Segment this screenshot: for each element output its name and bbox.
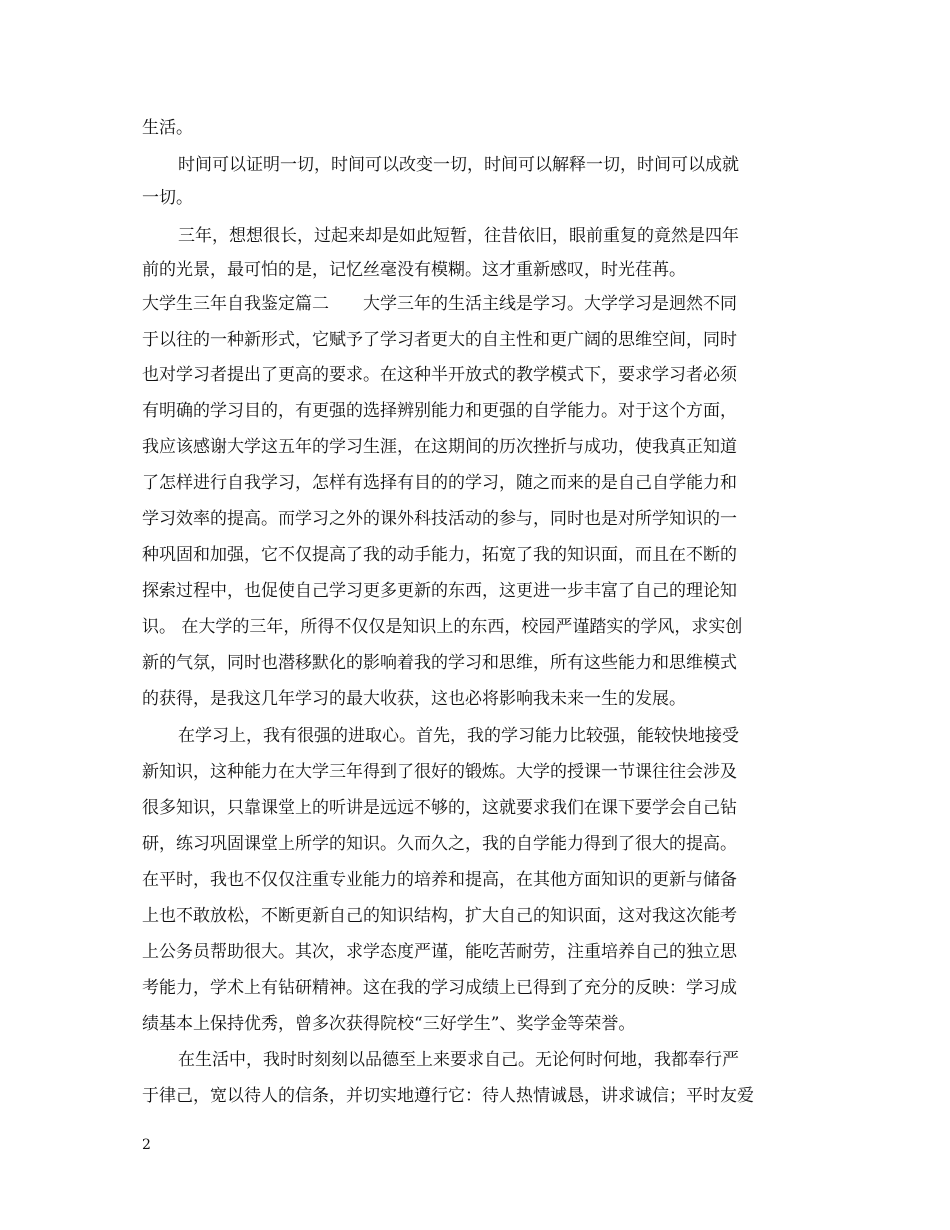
text-line: 有明确的学习目的，有更强的选择辨别能力和更强的自学能力。对于这个方面， — [142, 401, 737, 421]
text-line: 于律己，宽以待人的信条，并切实地遵行它：待人热情诚恳，讲求诚信；平时友爱 — [142, 1086, 754, 1106]
text-line: 很多知识，只靠课堂上的听讲是远远不够的，这就要求我们在课下要学会自己钻 — [142, 798, 737, 818]
text-line: 也对学习者提出了更高的要求。在这种半开放式的教学模式下，要求学习者必须 — [142, 365, 737, 385]
text-line: 一切。 — [142, 188, 193, 208]
page-number: 2 — [142, 1137, 151, 1153]
text-line: 于以往的一种新形式，它赋予了学习者更大的自主性和更广阔的思维空间，同时 — [142, 330, 737, 350]
text-line: 在学习上，我有很强的进取心。首先，我的学习能力比较强，能较快地接受 — [178, 726, 739, 746]
text-line: 的获得，是我这几年学习的最大收获，这也必将影响我未来一生的发展。 — [142, 689, 686, 709]
text-line: 在生活中，我时时刻刻以品德至上来要求自己。无论何时何地，我都奉行严 — [178, 1050, 739, 1070]
text-line: 探索过程中，也促使自己学习更多更新的东西，这更进一步丰富了自己的理论知 — [142, 581, 737, 601]
text-line: 在平时，我也不仅仅注重专业能力的培养和提高，在其他方面知识的更新与储备 — [142, 870, 737, 890]
text-line: 我应该感谢大学这五年的学习生涯，在这期间的历次挫折与成功，使我真正知道 — [142, 437, 737, 457]
text-line: 三年，想想很长，过起来却是如此短暂，往昔依旧，眼前重复的竟然是四年 — [178, 226, 739, 246]
text-line: 绩基本上保持优秀，曾多次获得院校“三好学生”、奖学金等荣誉。 — [142, 1014, 636, 1034]
text-line: 识。 在大学的三年，所得不仅仅是知识上的东西，校园严谨踏实的学风，求实创 — [142, 617, 743, 637]
text-line: 研，练习巩固课堂上所学的知识。久而久之，我的自学能力得到了很大的提高。 — [142, 834, 737, 854]
text-line: 上公务员帮助很大。其次，求学态度严谨，能吃苦耐劳，注重培养自己的独立思 — [142, 942, 737, 962]
text-line: 考能力，学术上有钻研精神。这在我的学习成绩上已得到了充分的反映：学习成 — [142, 978, 737, 998]
text-line: 时间可以证明一切，时间可以改变一切，时间可以解释一切，时间可以成就 — [178, 155, 739, 175]
text-line: 生活。 — [142, 118, 193, 138]
section-heading-line: 大学生三年自我鉴定篇二 大学三年的生活主线是学习。大学学习是迥然不同 — [142, 294, 737, 314]
text-line: 新的气氛，同时也潜移默化的影响着我的学习和思维，所有这些能力和思维模式 — [142, 653, 737, 673]
text-line: 新知识，这种能力在大学三年得到了很好的锻炼。大学的授课一节课往往会涉及 — [142, 762, 737, 782]
text-line: 前的光景，最可怕的是，记忆丝毫没有模糊。这才重新感叹，时光荏苒。 — [142, 260, 686, 280]
text-line: 种巩固和加强，它不仅提高了我的动手能力，拓宽了我的知识面，而且在不断的 — [142, 545, 737, 565]
text-line: 学习效率的提高。而学习之外的课外科技活动的参与，同时也是对所学知识的一 — [142, 509, 737, 529]
text-line: 了怎样进行自我学习，怎样有选择有目的的学习，随之而来的是自己自学能力和 — [142, 473, 737, 493]
text-line: 上也不敢放松，不断更新自己的知识结构，扩大自己的知识面，这对我这次能考 — [142, 906, 737, 926]
